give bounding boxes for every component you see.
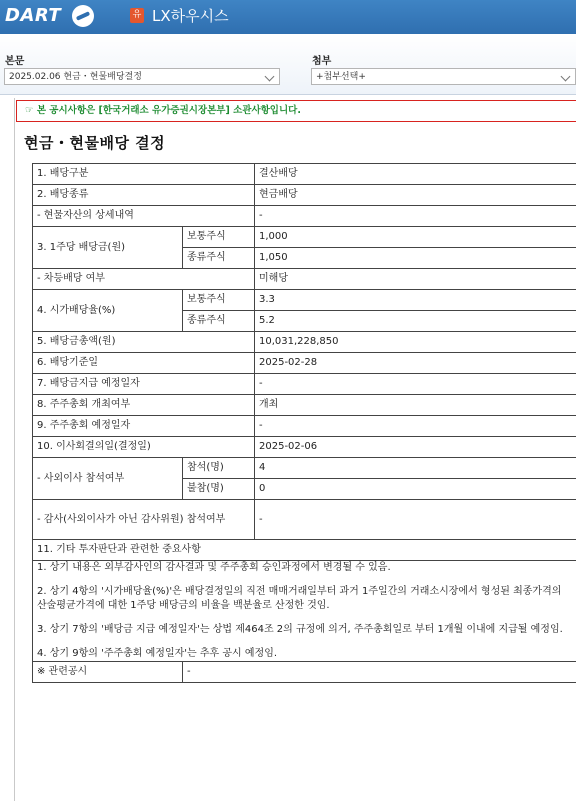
row-value: 현금배당 — [255, 185, 576, 206]
table-row — [33, 227, 576, 248]
table-row — [33, 395, 576, 416]
row-value: - — [255, 206, 576, 227]
row-label: 8. 주주총회 개최여부 — [33, 395, 255, 416]
main-doc-label: 본문 — [5, 56, 25, 67]
main-doc-select-value: 2025.02.06 현금・현물배당결정 — [9, 72, 142, 82]
row-label: - 사외이사 참석여부 — [33, 458, 183, 500]
row-label: 11. 기타 투자판단과 관련한 중요사항 — [33, 540, 576, 561]
company-name: LX하우시스 — [152, 7, 229, 25]
dart-logo-mark-icon — [72, 5, 94, 27]
row-value: 미해당 — [255, 269, 576, 290]
note-item: 2. 상기 4항의 '시가배당율(%)'은 배당결정일의 직전 매매거래일부터 과거 1주일간의 거래소시장에서 형성된 최종가격의 산술평균가격에 대한 1주당 배당금의 비율을 백분율로 산정한 것임. — [37, 586, 562, 611]
table-row — [33, 540, 576, 561]
row-value: - — [255, 500, 576, 540]
row-label: - 현물자산의 상세내역 — [33, 206, 255, 227]
note-item: 3. 상기 7항의 '배당금 지급 예정일자'는 상법 제464조 2의 규정에 의거, 주주총회일로 부터 1개월 이내에 지급될 예정임. — [37, 624, 563, 635]
chevron-down-icon — [561, 72, 571, 82]
row-value: 개최 — [255, 395, 576, 416]
table-row — [33, 185, 576, 206]
row-label: 3. 1주당 배당금(원) — [33, 227, 183, 269]
row-value: 결산배당 — [255, 164, 576, 185]
row-value: 4 — [255, 458, 576, 479]
document-selector-bar — [0, 34, 576, 95]
row-value: 2025-02-06 — [255, 437, 576, 458]
row-value: 1,050 — [255, 248, 576, 269]
row-sublabel: 종류주식 — [183, 248, 255, 269]
jurisdiction-notice: ☞ 본 공시사항은 [한국거래소 유가증권시장본부] 소관사항입니다. — [16, 100, 576, 122]
table-row — [33, 353, 576, 374]
row-sublabel: 참석(명) — [183, 458, 255, 479]
table-row — [33, 332, 576, 353]
row-label: 1. 배당구분 — [33, 164, 255, 185]
main-doc-select[interactable] — [4, 68, 280, 85]
row-label: 7. 배당금지급 예정일자 — [33, 374, 255, 395]
attachment-label: 첨부 — [312, 56, 332, 67]
table-row — [33, 206, 576, 227]
row-label: 2. 배당종류 — [33, 185, 255, 206]
row-value: - — [255, 374, 576, 395]
dividend-disclosure-table — [32, 163, 576, 683]
table-row — [33, 662, 576, 683]
notes-cell — [33, 561, 576, 662]
row-value: 3.3 — [255, 290, 576, 311]
row-sublabel: 불참(명) — [183, 479, 255, 500]
row-label: 9. 주주총회 예정일자 — [33, 416, 255, 437]
row-label: 6. 배당기준일 — [33, 353, 255, 374]
row-value: 0 — [255, 479, 576, 500]
table-row — [33, 500, 576, 540]
row-label: 4. 시가배당율(%) — [33, 290, 183, 332]
table-row — [33, 374, 576, 395]
note-item: 1. 상기 내용은 외부감사인의 감사결과 및 주주총회 승인과정에서 변경될 수 있음. — [37, 562, 391, 573]
table-row — [33, 164, 576, 185]
row-sublabel: 종류주식 — [183, 311, 255, 332]
row-value: - — [255, 416, 576, 437]
table-row — [33, 269, 576, 290]
row-label: ※ 관련공시 — [33, 662, 183, 683]
dart-logo[interactable]: DART — [5, 5, 62, 26]
table-row — [33, 416, 576, 437]
row-value: 5.2 — [255, 311, 576, 332]
attachment-select[interactable] — [311, 68, 576, 85]
attachment-select-value: +첨부선택+ — [316, 72, 366, 82]
row-label: - 차등배당 여부 — [33, 269, 255, 290]
row-value: 2025-02-28 — [255, 353, 576, 374]
row-sublabel: 보통주식 — [183, 227, 255, 248]
market-badge: 유 — [130, 8, 144, 23]
row-value: - — [183, 662, 576, 683]
table-row — [33, 290, 576, 311]
document-title: 현금・현물배당 결정 — [24, 134, 166, 152]
table-row — [33, 458, 576, 479]
chevron-down-icon — [265, 72, 275, 82]
row-value: 1,000 — [255, 227, 576, 248]
row-label: 10. 이사회결의일(결정일) — [33, 437, 255, 458]
row-label: - 감사(사외이사가 아닌 감사위원) 참석여부 — [33, 500, 255, 540]
row-value: 10,031,228,850 — [255, 332, 576, 353]
row-sublabel: 보통주식 — [183, 290, 255, 311]
table-row — [33, 437, 576, 458]
top-header — [0, 0, 576, 34]
table-row — [33, 561, 576, 662]
note-item: 4. 상기 9항의 '주주총회 예정일자'는 추후 공시 예정임. — [37, 648, 278, 659]
row-label: 5. 배당금총액(원) — [33, 332, 255, 353]
